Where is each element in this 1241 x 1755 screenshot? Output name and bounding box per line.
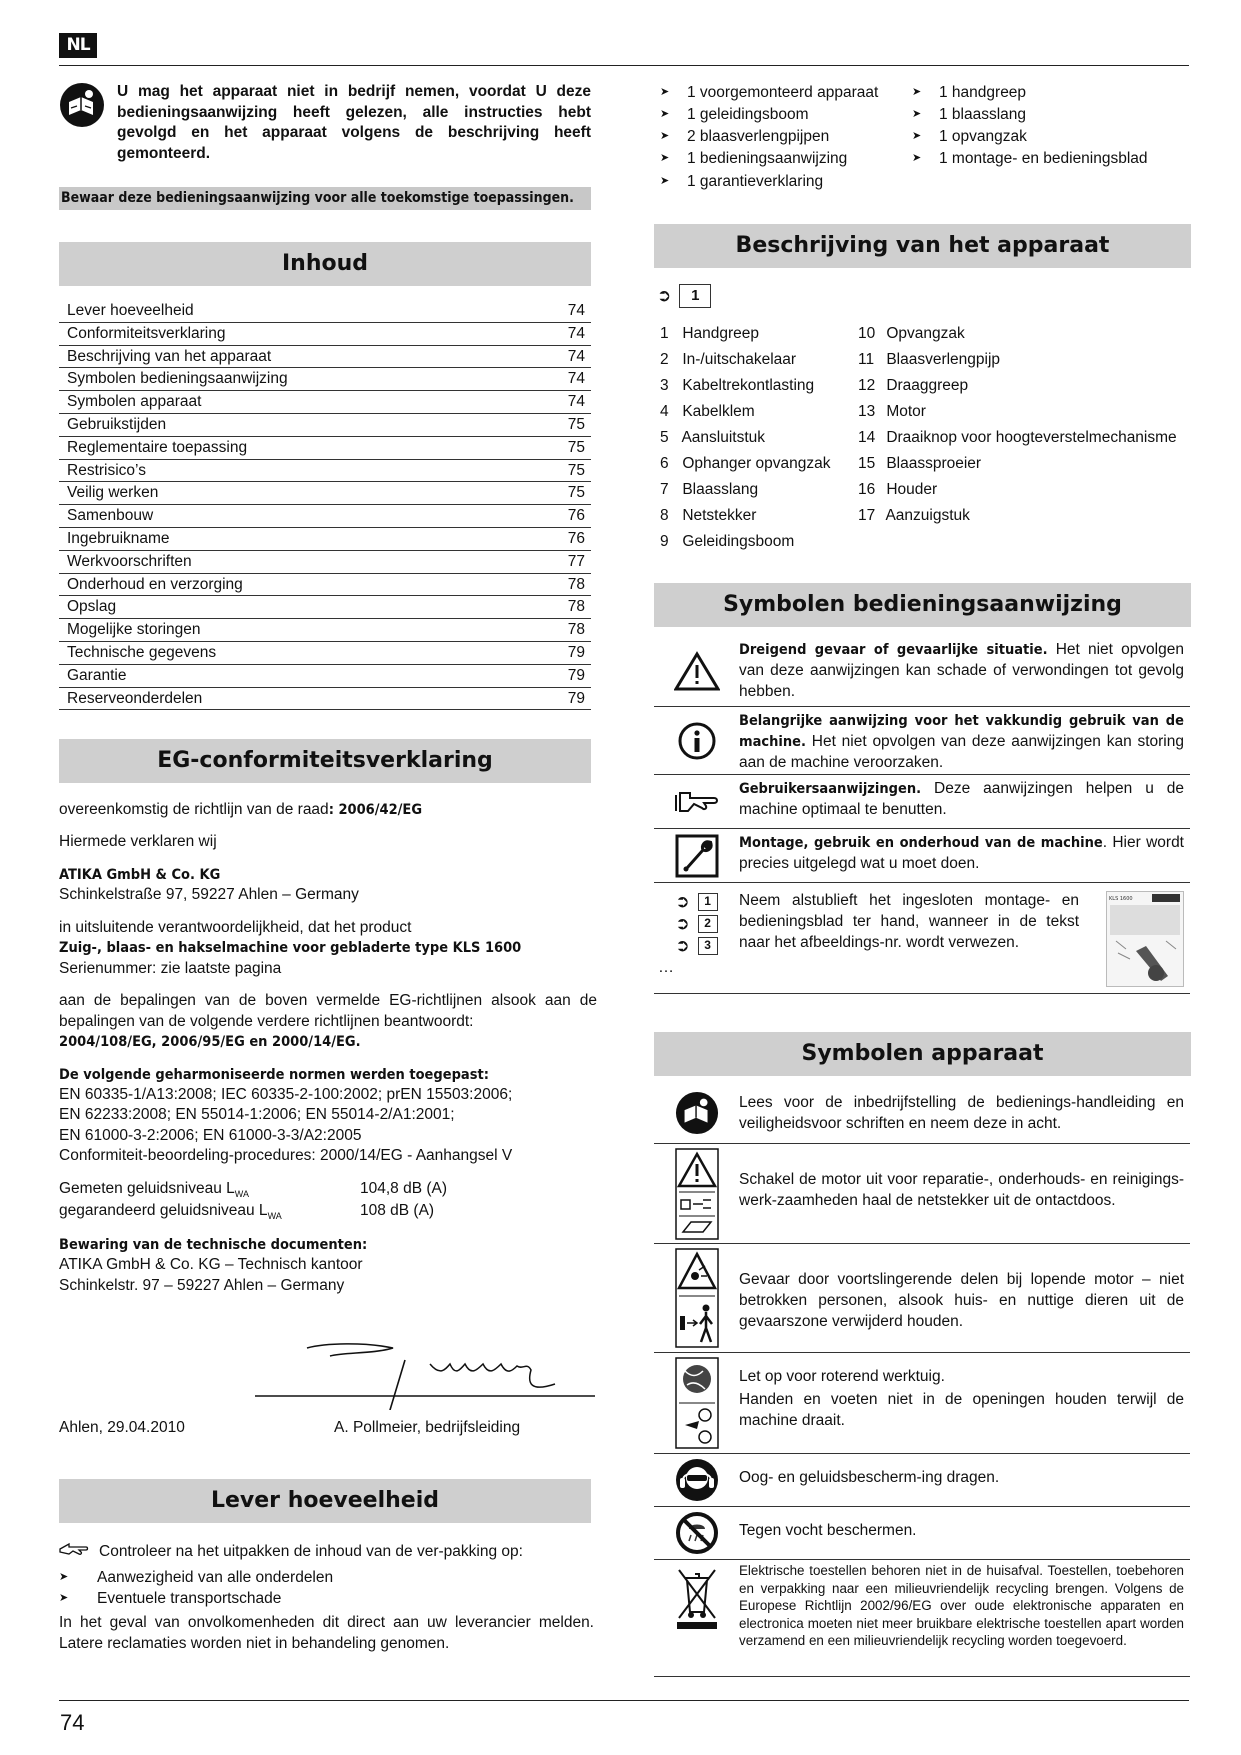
device-symbols-table [654, 1083, 1190, 1677]
part-item [660, 321, 858, 347]
part-label: Handgreep [682, 325, 760, 342]
list-item: ➤ Eventuele transportschade [59, 1589, 594, 1609]
warning-triangle-icon [654, 636, 739, 706]
danger-bold: Dreigend gevaar of gevaarlijke situatie. [739, 642, 1048, 658]
toc-entry-label: Opslag [67, 598, 117, 616]
toc-entry-page: 75 [567, 438, 585, 456]
toc-entry-label: Mogelijke storingen [67, 621, 201, 639]
eg-declare: Hiermede verklaren wij [59, 833, 217, 851]
list-item: ➤ 1 voorgemonteerd apparaat [660, 82, 905, 104]
part-number: 6 [660, 455, 669, 472]
part-label: Aanzuigstuk [885, 507, 970, 524]
symbol-row-read [654, 1083, 1190, 1144]
part-label: Blaassproeier [886, 455, 982, 472]
delivery-list-2 [912, 82, 1182, 171]
arrow-icon: ➲ [675, 891, 690, 911]
eg-address: Schinkelstraße 97, 59227 Ahlen – Germany [59, 886, 359, 904]
symbol-row-user [654, 775, 1190, 829]
switch-off-text: Schakel de motor uit voor reparatie-, onderhouds- en reinigings-werk-zaamheden haal de netstekker uit de ontactdoos. [739, 1171, 1184, 1209]
eg-directive: : 2006/42/EG [328, 802, 423, 818]
docs-line: Schinkelstr. 97 – 59227 Ahlen – Germany [59, 1276, 345, 1294]
arrow-icon: ➲ [657, 285, 672, 305]
part-number: 12 [858, 377, 876, 394]
page-number: 74 [60, 1710, 85, 1735]
part-number: 3 [660, 377, 669, 394]
weee-text: Elektrische toestellen behoren niet in de huisafval. Toestellen, toebehoren en verpakking naar een milieuvriendelijk recycling brengen. Volgens de Europese Richtlijn 2002/96/EG over oude elektronische apparaten en electronica moeten niet meer bruikbare elektrische toestellen apart worden verzamend en een milieuvriendelijk recycling worden toegevoerd. [739, 1563, 1184, 1649]
part-label: Kabeltrekontlasting [682, 377, 815, 394]
figure-ref-item [675, 935, 717, 957]
flying-text: Gevaar door voortslingerende delen bij lopende motor – niet betrokken personen, alsook huis- en nuttige dieren uit de gevaarszone verwijderd houden. [739, 1271, 1184, 1330]
part-item [660, 399, 858, 425]
read-text: Lees voor de inbedrijfstelling de bedienings-handleiding en veiligheidsvoor schriften en neem deze in acht. [739, 1094, 1184, 1132]
toc-entry [59, 528, 591, 551]
assembly-sheet-thumbnail [1085, 883, 1190, 993]
eg-further-directives: 2004/108/EG, 2006/95/EG en 2000/14/EG. [59, 1034, 361, 1051]
list-item: ➤ 1 blaasslang [912, 104, 1182, 126]
toc-entry-page: 78 [567, 621, 585, 639]
eg-further-text: aan de bepalingen van de boven vermelde EG-richtlijnen alsook aan de bepalingen van de volgende verdere richtlijnen beantwoordt: [59, 992, 597, 1030]
signature [255, 1340, 600, 1410]
symbol-row-eye-ear [654, 1454, 1190, 1507]
toc-entry-page: 74 [567, 324, 585, 342]
toc-entry-page: 75 [567, 461, 585, 479]
symbol-row-moisture [654, 1507, 1190, 1560]
list-item: ➤ Aanwezigheid van alle onderdelen [59, 1568, 594, 1588]
toc-entry-label: Onderhoud en verzorging [67, 575, 243, 593]
part-label: Draaiknop voor hoogteverstelmechanisme [886, 429, 1177, 446]
toc-entry-label: Veilig werken [67, 484, 159, 502]
toc-entry [59, 300, 591, 323]
part-label: Netstekker [682, 507, 757, 524]
toc-entry-page: 78 [567, 598, 585, 616]
toc-entry-label: Symbolen apparaat [67, 393, 202, 411]
toc-entry-page: 74 [567, 302, 585, 319]
ellipsis: … [658, 959, 674, 976]
part-number: 15 [858, 455, 876, 472]
mount-bold: Montage, gebruik en onderhoud van de machine [739, 835, 1103, 851]
part-item [858, 399, 1198, 425]
measured-sub: WA [234, 1188, 249, 1199]
arrow-icon: ➲ [675, 913, 690, 933]
toc-entry [59, 346, 591, 369]
figure-reference [657, 285, 711, 307]
no-rain-icon [654, 1507, 739, 1559]
lever-closing: In het geval van onvolkomenheden dit direct aan uw leverancier melden. Latere reclamaties worden niet in behandeling genomen. [59, 1614, 594, 1652]
toc-entry [59, 460, 591, 483]
part-number: 10 [858, 325, 876, 342]
toc-entry-label: Lever hoeveelheid [67, 302, 194, 319]
toc-entry [59, 596, 591, 619]
list-item: ➤ 1 montage- en bedieningsblad [912, 148, 1182, 170]
part-number: 16 [858, 481, 876, 498]
toc-entry [59, 688, 591, 711]
list-item: ➤ 1 handgreep [912, 82, 1182, 104]
eg-declaration [59, 800, 599, 1306]
toc-entry-page: 75 [567, 415, 585, 433]
eg-norms-title: De volgende geharmoniseerde normen werden toegepast: [59, 1066, 489, 1083]
part-label: In-/uitschakelaar [682, 351, 797, 368]
parts-list [660, 321, 1190, 555]
intro-warning-text: U mag het apparaat niet in bedrijf nemen, voordat U deze bedieningsaanwijzing heeft gelezen, alle instructies hebt gevolgd en het apparaat volgens de beschrijving heeft gemonteerd. [117, 83, 591, 162]
symbol-row-danger [654, 636, 1190, 707]
toc-entry-label: Reglementaire toepassing [67, 438, 248, 456]
user-bold: Gebruikersaanwijzingen. [739, 781, 922, 797]
part-item [660, 425, 858, 451]
part-number: 13 [858, 403, 876, 420]
list-item: ➤ 1 geleidingsboom [660, 104, 905, 126]
figure-number: 2 [698, 915, 718, 933]
eg-title: EG-conformiteitsverklaring [59, 739, 591, 783]
intro-warning [59, 82, 591, 164]
wrench-icon [654, 829, 739, 882]
part-label: Aansluitstuk [681, 429, 766, 446]
toc-entry [59, 323, 591, 346]
eye-ear-protection-icon [654, 1454, 739, 1506]
toc-entry [59, 619, 591, 642]
figure-ref-item [675, 913, 717, 935]
danger-text: Het niet opvolgen van deze aanwijzingen kan schade of verwondingen tot gevolg hebben. [739, 641, 1184, 700]
manual-symbols-table [654, 636, 1190, 994]
list-item: ➤ 1 garantieverklaring [660, 171, 905, 193]
mount-text: . Hier wordt precies uitgelegd wat u moet doen. [739, 834, 1184, 872]
info-bold: Belangrijke aanwijzing voor het vakkundig gebruik van de machine. [739, 713, 1184, 750]
read-manual-icon [59, 82, 115, 164]
eg-norm-line: Conformiteit-beoordeling-procedures: 2000/14/EG - Aanhangsel V [59, 1147, 513, 1165]
eg-norm-line: EN 61000-3-2:2006; EN 61000-3-3/A2:2005 [59, 1126, 362, 1144]
toc-entry-page: 78 [567, 575, 585, 593]
device-symbols-title: Symbolen apparaat [654, 1032, 1191, 1076]
toc-entry [59, 505, 591, 528]
part-item [660, 503, 858, 529]
part-label: Kabelklem [682, 403, 755, 420]
guaranteed-value: 108 dB (A) [360, 1201, 435, 1219]
toc-entry [59, 642, 591, 665]
toc-entry-label: Technische gegevens [67, 643, 217, 661]
toc-entry-label: Restrisico’s [67, 461, 146, 479]
toc-entry-label: Reserveonderdelen [67, 689, 203, 707]
toc-entry-page: 77 [567, 552, 585, 570]
toc-entry-page: 74 [567, 370, 585, 388]
toc-entry-page: 79 [567, 689, 585, 707]
symbol-row-weee [654, 1560, 1190, 1677]
info-icon [654, 707, 739, 774]
toc-entry-label: Symbolen bedieningsaanwijzing [67, 370, 288, 388]
part-label: Opvangzak [886, 325, 965, 342]
eg-company: ATIKA GmbH & Co. KG [59, 866, 221, 883]
part-label: Motor [886, 403, 926, 420]
signature-place-date: Ahlen, 29.04.2010 [59, 1419, 185, 1436]
part-number: 5 [660, 429, 669, 446]
part-label: Blaasverlengpijp [886, 351, 1001, 368]
guaranteed-sub: WA [267, 1210, 282, 1221]
toc-entry-label: Garantie [67, 666, 127, 684]
eg-norm-line: EN 60335-1/A13:2008; IEC 60335-2-100:2002; prEN 15503:2006; [59, 1085, 513, 1103]
lever-title: Lever hoeveelheid [59, 1479, 591, 1523]
part-number: 17 [858, 507, 876, 524]
part-item [660, 373, 858, 399]
figure-number: 1 [698, 893, 718, 911]
part-number: 14 [858, 429, 876, 446]
eg-product: Zuig-, blaas- en hakselmachine voor gebladerte type KLS 1600 [59, 940, 522, 957]
list-item: ➤ 2 blaasverlengpijpen [660, 126, 905, 148]
part-number: 1 [660, 325, 669, 342]
part-number: 8 [660, 507, 669, 524]
keep-note: Bewaar deze bedieningsaanwijzing voor alle toekomstige toepassingen. [59, 187, 591, 210]
part-item [660, 451, 858, 477]
language-badge: NL [59, 33, 97, 58]
info-text: Het niet opvolgen van deze aanwijzingen kan storing aan de machine veroorzaken. [739, 732, 1184, 771]
list-item: ➤ 1 opvangzak [912, 126, 1182, 148]
part-item [858, 477, 1198, 503]
part-label: Houder [886, 481, 938, 498]
toc-entry-label: Beschrijving van het apparaat [67, 347, 272, 365]
part-number: 7 [660, 481, 669, 498]
part-item [660, 347, 858, 373]
toc-entry-label: Ingebruikname [67, 529, 170, 547]
docs-title: Bewaring van de technische documenten: [59, 1236, 368, 1253]
eg-responsibility: in uitsluitende verantwoordelijkheid, dat het product [59, 918, 412, 936]
part-label: Geleidingsboom [682, 533, 795, 550]
table-of-contents [59, 300, 591, 710]
part-number: 9 [660, 533, 669, 550]
toc-entry [59, 437, 591, 460]
lever-check: Controleer na het uitpakken de inhoud van de ver-pakking op: [99, 1543, 523, 1560]
toc-entry-label: Conformiteitsverklaring [67, 324, 226, 342]
toc-entry [59, 482, 591, 505]
part-item [660, 477, 858, 503]
header-rule [59, 65, 1189, 66]
eye-ear-text: Oog- en geluidsbescherm-ing dragen. [739, 1469, 1000, 1486]
eg-directive-prefix: overeenkomstig de richtlijn van de raad [59, 801, 329, 818]
read-manual-icon [654, 1083, 739, 1143]
pointing-hand-icon [59, 1540, 89, 1564]
toc-entry-label: Gebruikstijden [67, 415, 167, 433]
symbol-row-mount [654, 829, 1190, 883]
unplug-icon [654, 1144, 739, 1243]
crossed-bin-icon [654, 1560, 739, 1676]
part-number: 2 [660, 351, 669, 368]
toc-entry-label: Samenbouw [67, 507, 154, 525]
signatory-name: A. Pollmeier, bedrijfsleiding [334, 1419, 521, 1436]
part-item [660, 529, 858, 555]
toc-entry-page: 79 [567, 643, 585, 661]
measured-value: 104,8 dB (A) [360, 1179, 448, 1197]
part-item [858, 373, 1198, 399]
part-item [858, 425, 1198, 451]
part-item [858, 451, 1198, 477]
figure-refs [654, 883, 739, 993]
docs-line: ATIKA GmbH & Co. KG – Technisch kantoor [59, 1256, 363, 1274]
part-number: 11 [858, 351, 875, 368]
figure-text: Neem alstublieft het ingesloten montage- en bedieningsblad ter hand, wanneer in de tekst naar het afbeeldings-nr. wordt verwezen. [739, 892, 1079, 951]
symbol-row-flying [654, 1244, 1190, 1353]
toc-entry [59, 414, 591, 437]
toc-title: Inhoud [59, 242, 591, 286]
toc-entry-page: 74 [567, 347, 585, 365]
part-item [858, 347, 1198, 373]
part-label: Blaasslang [682, 481, 759, 498]
part-item [858, 321, 1198, 347]
list-item: ➤ 1 bedieningsaanwijzing [660, 148, 905, 170]
toc-entry-label: Werkvoorschriften [67, 552, 192, 570]
figure-ref-item [675, 891, 717, 913]
toc-entry [59, 368, 591, 391]
part-number: 4 [660, 403, 669, 420]
manual-symbols-title: Symbolen bedieningsaanwijzing [654, 583, 1191, 627]
toc-entry-page: 75 [567, 484, 585, 502]
eg-norm-line: EN 62233:2008; EN 55014-1:2006; EN 55014-2/A1:2001; [59, 1106, 455, 1124]
flying-debris-icon [654, 1244, 739, 1352]
user-text: Deze aanwijzingen helpen u de machine optimaal te benutten. [739, 780, 1184, 818]
footer-rule [59, 1700, 1189, 1701]
pointing-hand-icon [654, 775, 739, 828]
lever-section [59, 1540, 594, 1654]
rotating-text-1: Let op voor roterend werktuig. [739, 1368, 945, 1385]
symbol-row-switch-off [654, 1144, 1190, 1244]
symbol-row-rotating [654, 1353, 1190, 1454]
moisture-text: Tegen vocht beschermen. [739, 1522, 917, 1539]
description-title: Beschrijving van het apparaat [654, 224, 1191, 268]
toc-entry [59, 574, 591, 597]
part-item [858, 503, 1198, 529]
toc-entry [59, 665, 591, 688]
part-label: Draaggreep [886, 377, 969, 394]
toc-entry-page: 76 [567, 507, 585, 525]
toc-entry-page: 74 [567, 393, 585, 411]
rotating-text-2: Handen en voeten niet in de openingen houden terwijl de machine draait. [739, 1390, 1184, 1429]
toc-entry-page: 79 [567, 666, 585, 684]
figure-number: 3 [698, 937, 718, 955]
thumb-label: KLS 1600 [1109, 896, 1133, 902]
delivery-list-1 [660, 82, 905, 193]
guaranteed-label: gegarandeerd geluidsniveau L [59, 1201, 268, 1219]
toc-entry [59, 551, 591, 574]
eg-serial: Serienummer: zie laatste pagina [59, 959, 282, 977]
symbol-row-info [654, 707, 1190, 775]
symbol-row-figures [654, 883, 1190, 994]
toc-entry [59, 391, 591, 414]
figure-number: 1 [679, 284, 711, 308]
part-label: Ophanger opvangzak [682, 455, 831, 472]
measured-label: Gemeten geluidsniveau L [59, 1179, 235, 1197]
arrow-icon: ➲ [675, 935, 690, 955]
toc-entry-page: 76 [567, 529, 585, 547]
rotating-blade-icon [654, 1353, 739, 1453]
